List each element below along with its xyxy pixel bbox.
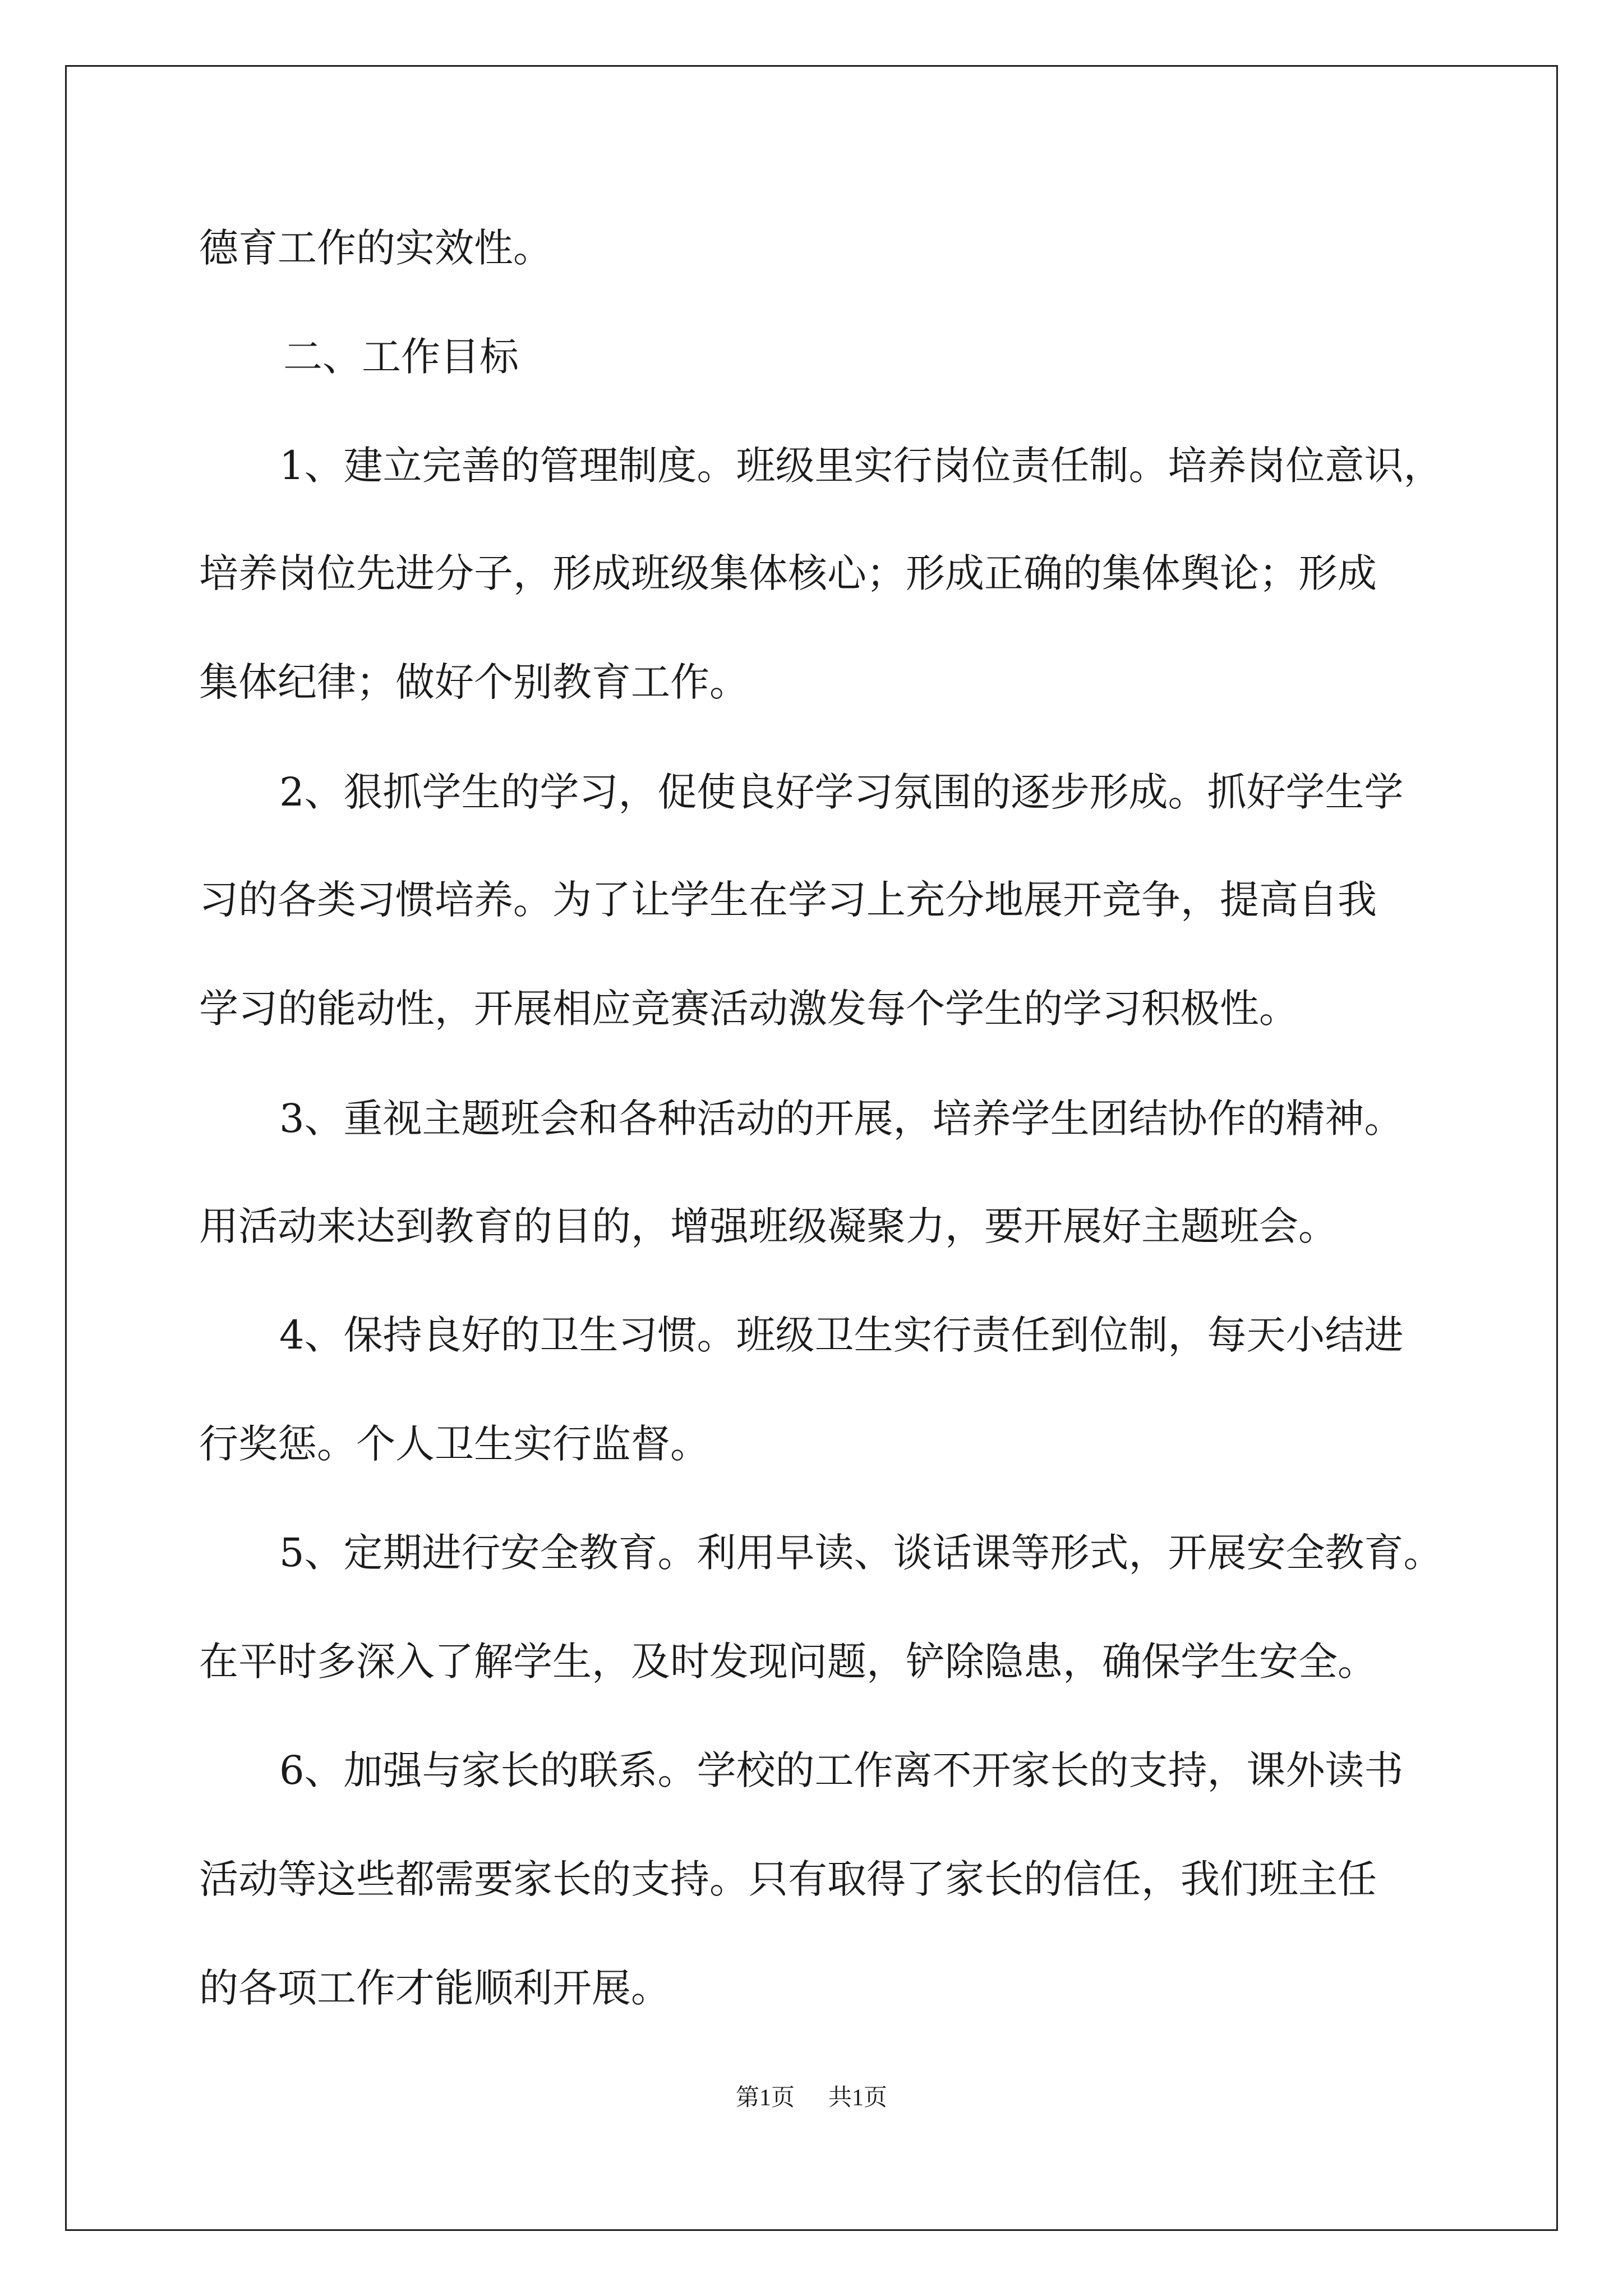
page-total: 共1页 xyxy=(828,2085,888,2111)
text-line: 习的各类习惯培养。为了让学生在学习上充分地展开竞争，提高自我 xyxy=(199,877,1377,923)
page-number: 第1页 xyxy=(735,2085,795,2111)
text-line: 用活动来达到教育的目的，增强班级凝聚力，要开展好主题班会。 xyxy=(199,1203,1338,1249)
text-line: 1、建立完善的管理制度。班级里实行岗位责任制。培养岗位意识， xyxy=(279,443,1443,489)
text-line: 培养岗位先进分子，形成班级集体核心；形成正确的集体舆论；形成 xyxy=(199,550,1377,596)
text-line: 3、重视主题班会和各种活动的开展，培养学生团结协作的精神。 xyxy=(279,1096,1404,1142)
text-line: 活动等这些都需要家长的支持。只有取得了家长的信任，我们班主任 xyxy=(199,1856,1377,1902)
section-heading: 二、工作目标 xyxy=(283,334,519,380)
page-footer xyxy=(0,2081,1623,2115)
text-line: 集体纪律；做好个别教育工作。 xyxy=(199,659,749,705)
text-line: 德育工作的实效性。 xyxy=(199,225,552,271)
text-line: 的各项工作才能顺利开展。 xyxy=(199,1965,670,2011)
text-line: 在平时多深入了解学生，及时发现问题，铲除隐患，确保学生安全。 xyxy=(199,1639,1377,1685)
text-line: 4、保持良好的卫生习惯。班级卫生实行责任到位制，每天小结进 xyxy=(279,1312,1404,1358)
text-line: 2、狠抓学生的学习，促使良好学习氛围的逐步形成。抓好学生学 xyxy=(279,769,1404,815)
text-line: 6、加强与家长的联系。学校的工作离不开家长的支持，课外读书 xyxy=(279,1747,1404,1793)
text-line: 5、定期进行安全教育。利用早读、谈话课等形式，开展安全教育。 xyxy=(279,1530,1443,1576)
text-line: 学习的能动性，开展相应竞赛活动激发每个学生的学习积极性。 xyxy=(199,986,1298,1032)
text-line: 行奖惩。个人卫生实行监督。 xyxy=(199,1421,709,1467)
